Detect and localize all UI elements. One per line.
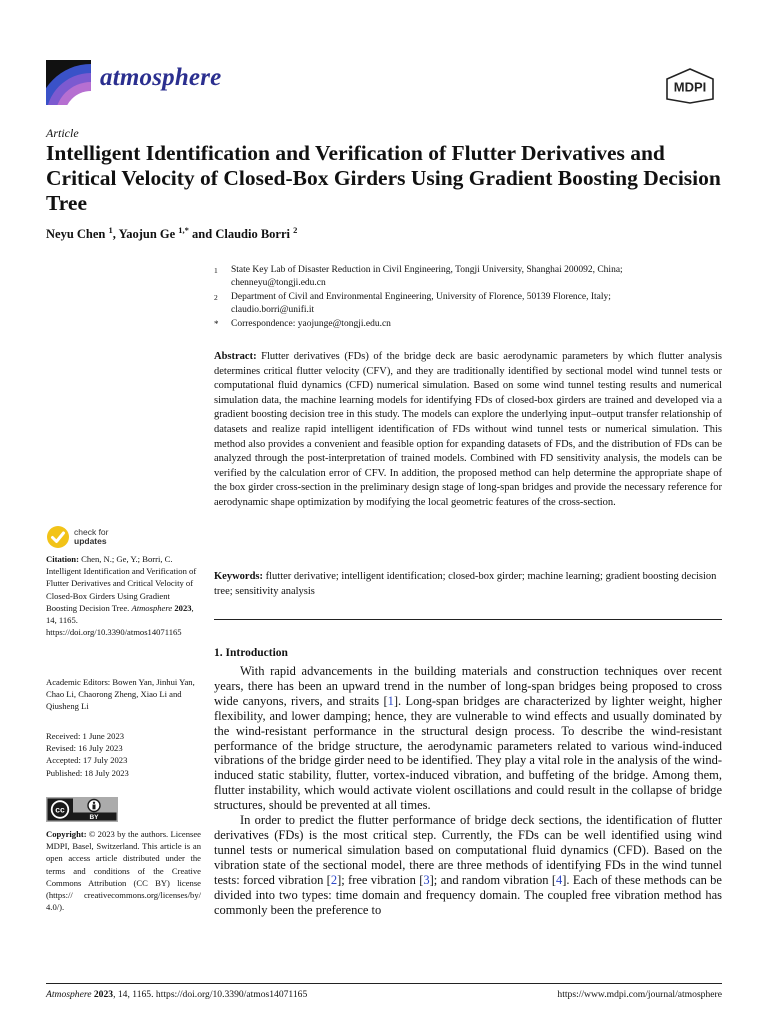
- citation-doi[interactable]: 1165. https://doi.org/10.3390/atmos14071165: [46, 615, 182, 638]
- publication-dates: [46, 730, 201, 779]
- affiliation-item: [214, 264, 724, 291]
- article-title: Intelligent Identification and Verification of Flutter Derivatives and Critical Velocity of Closed-Box Girders Using Gradient Boosting Decision Tree: [46, 141, 721, 215]
- received-date: Received: 1 June 2023: [46, 731, 125, 741]
- paragraph: With rapid advancements in the building materials and construction techniques over recent years, there has been an upward trend in the number of long-span bridges being proposed to cross wide canyons, rivers, and straits [1]. Long-span bridges are characterized by lighter weight, higher flexibility, and lower damping; hence, they are vulnerable to wind effects and usually dominated by the wind-resistant performance in the structural design process. To describe the wind-resistant performance of the bridge structure, the aerodynamic parameters related to various wind-induced vibrations of the bridge girder need to be identified. They play a vital role in the analysis of the wind-induced static stability, flutter, vortex-induced vibration, and buffeting of the bridge. Among them, flutter instability, which would activate violent oscillations and could result in the collapse of bridge structures, should be prevented at all times.: [214, 664, 722, 813]
- citation-year: 2023: [172, 602, 192, 613]
- copyright-block: [46, 828, 201, 913]
- author-affiliation-mark: 2: [293, 224, 298, 235]
- author-separator: and: [188, 227, 216, 241]
- footer-divider: [46, 983, 722, 984]
- check-updates-icon: [46, 525, 70, 549]
- citation-link[interactable]: 4: [556, 872, 563, 887]
- affiliation-email[interactable]: claudio.borri@unifi.it: [231, 305, 315, 316]
- keywords-text: flutter derivative; intelligent identification; closed-box girder; machine learning; gradient boosting decision tree; sensitivity analysis: [214, 571, 717, 597]
- cc-by-license-icon[interactable]: [46, 797, 118, 822]
- journal-name: atmosphere: [100, 64, 222, 91]
- author-name: Claudio Borri: [215, 227, 290, 241]
- section-divider: [214, 619, 722, 620]
- footer-year: 2023: [91, 989, 114, 1000]
- footer-doi[interactable]: , 14, 1165. https://doi.org/10.3390/atmos14071165: [113, 989, 308, 1000]
- author-affiliation-mark: 1: [108, 224, 113, 235]
- author-name: Yaojun Ge: [118, 227, 176, 241]
- published-date: Published: 18 July 2023: [46, 767, 129, 778]
- author-name: Neyu Chen: [46, 227, 106, 241]
- accepted-date: Accepted: 17 July 2023: [46, 755, 128, 766]
- affiliation-text: Department of Civil and Environmental Engineering, University of Florence, 50139 Florence, Italy;: [231, 291, 611, 302]
- author-separator: ,: [112, 227, 119, 241]
- affiliation-email[interactable]: chenneyu@tongji.edu.cn: [231, 278, 326, 289]
- citation-link[interactable]: 1: [387, 693, 394, 708]
- copyright-text: © 2023 by the authors. Licensee MDPI, Basel, Switzerland. This article is an open access article distributed under the terms and conditions of the Creative Commons Attribution (CC BY) license (https:// creativecommons.org/licenses/by/ 4.0/).: [46, 829, 201, 913]
- section-heading: 1. Introduction: [214, 647, 288, 659]
- by-text: BY: [89, 814, 99, 821]
- abstract: [214, 350, 722, 511]
- check-updates-line2: updates: [74, 536, 107, 546]
- keywords-label: Keywords:: [214, 571, 263, 582]
- correspondence-mark: *: [214, 318, 219, 329]
- affiliations: [214, 264, 724, 331]
- cc-text: cc: [55, 804, 65, 815]
- citation-label: Citation:: [46, 554, 79, 564]
- copyright-label: Copyright:: [46, 829, 87, 839]
- journal-logo-icon: [46, 60, 91, 105]
- correspondence-item: [214, 318, 724, 331]
- section-body: [214, 664, 722, 917]
- revised-date: Revised: 16 July 2023: [46, 743, 123, 754]
- mdpi-logo-text: MDPI: [673, 79, 707, 95]
- mdpi-logo: [664, 68, 716, 104]
- footer-citation: [46, 989, 307, 1000]
- correspondence-text[interactable]: Correspondence: yaojunge@tongji.edu.cn: [231, 318, 391, 329]
- citation-link[interactable]: 3: [423, 872, 430, 887]
- academic-editors: Academic Editors: Bowen Yan, Jinhui Yan, Chao Li, Chaorong Zheng, Xiao Li and Qiusheng Li: [46, 677, 195, 712]
- paragraph: In order to predict the flutter performance of bridge deck sections, the identification of flutter derivatives (FDs) is the most critical step. Currently, the FDs can be well identified using wind tunnel tests or numerical simulation based on computational fluid dynamics (CFD). Based on the vibration state of the sectional model, there are three methods of identifying FDs in the wind tunnel tests: forced vibration [2]; free vibration [3]; and random vibration [4]. Each of these methods can be divided into two types: time domain and frequency domain. The coupled free vibration method has commonly been the preference to: [214, 813, 722, 917]
- affiliation-mark: 2: [214, 292, 218, 302]
- affiliation-text: State Key Lab of Disaster Reduction in Civil Engineering, Tongji University, Shanghai 200092, China;: [231, 265, 623, 275]
- affiliation-item: [214, 291, 724, 318]
- citation-journal: Atmosphere: [131, 602, 173, 613]
- abstract-text: Flutter derivatives (FDs) of the bridge deck are basic aerodynamic parameters by which flutter analysis determines critical flutter velocity (CFV), and they are traditionally identified by sectional model wind tunnel tests or computational fluid dynamics (CFD) numerical simulation. Based on some wind tunnel testing results and numerical simulation data, the machine learning models for identifying FDs of closed-box girders are trained and developed via a gradient boosting decision tree in this study. The models can explore the underlying input–output transfer relationship of datasets and realize rapid intelligent identification of FDs without wind tunnel tests or numerical simulation. This method also provides a convenient and feasible option for expanding datasets of FDs, and the distribution of FDs can be analyzed through the post-interpretation of trained models. Combined with FD sensitivity analysis, the models can be verified by the calculation error of CFV. In addition, the proposed method can help determine the appropriate shape of the box girder cross-section in the preliminary design stage of long-span bridges and provide the necessary reference for aerodynamic shape optimization by modifying the local geometric features of the cross-section.: [214, 351, 722, 508]
- keywords: [214, 570, 722, 599]
- author-list: [46, 224, 298, 242]
- footer-journal-url[interactable]: https://www.mdpi.com/journal/atmosphere: [557, 989, 722, 1000]
- article-type: Article: [46, 126, 79, 140]
- affiliation-mark: 1: [214, 266, 218, 275]
- citation-link[interactable]: 2: [330, 872, 338, 887]
- author-affiliation-mark: 1,*: [178, 224, 189, 235]
- footer-journal: Atmosphere: [46, 989, 92, 1000]
- check-for-updates-button[interactable]: [46, 524, 141, 550]
- citation-block: Citation: Chen, N.; Ge, Y.; Borri, C. Intelligent Identification and Verification of Flutter Derivatives and Critical Velocity of Closed-Box Girders Using Gradient Boosting Decision Tree. Atmosphere 2023, 14, 1165. https://doi.org/10.3390/atmos14071165: [46, 554, 197, 638]
- check-updates-line1: check for: [74, 527, 109, 537]
- abstract-label: Abstract:: [214, 351, 257, 362]
